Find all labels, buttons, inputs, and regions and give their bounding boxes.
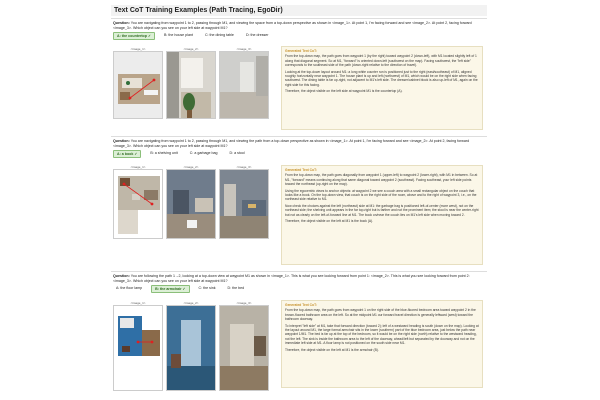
options-2 (113, 150, 485, 158)
option-b: B: the house plant (163, 33, 193, 38)
generated-cot-3 (281, 300, 483, 388)
example-1 (111, 21, 487, 40)
question-text: You are navigating from waypoint 1 to 2, passing through M1, and viewing the path from a top-down perspective as shown in <image_1>. At point 1, I'm facing forward and see <image_2>. At point 2, facing forward <image_3>. Which object can you see on your left side at waypoint M1? (113, 139, 470, 148)
egocentric-view-image (219, 51, 269, 119)
cot-paragraph: Using the egocentric views to anchor objects: at waypoint 2 we see a couch area with a small rectangular object on the couch that looks like a book. On the top-down view, that couch is on the right side of the room, above and to the right of waypoint 3, i.e., on the northeast side relative to M1. (285, 188, 477, 202)
question-1 (113, 21, 485, 30)
options-1 (113, 32, 485, 40)
option-d: D: the bed (227, 286, 245, 291)
option-b: B: the armchair ✓ (151, 285, 189, 293)
option-a: A: the countertop ✓ (113, 32, 155, 40)
image-1-map (113, 301, 163, 391)
image-3-view (219, 165, 269, 239)
egocentric-view-image (166, 51, 216, 119)
generated-cot-1 (281, 46, 483, 130)
question-label: Question: (113, 274, 130, 278)
image-2-view (166, 47, 216, 119)
topdown-map-image (113, 51, 163, 119)
generated-cot-2 (281, 165, 483, 265)
option-d: D: the dresser (245, 33, 269, 38)
image-caption: <image_1> (130, 165, 146, 169)
image-caption: <image_2> (183, 47, 199, 51)
images-2 (113, 165, 269, 239)
option-a: A: the floor lamp (116, 286, 143, 291)
image-3-view (219, 301, 269, 391)
image-caption: <image_1> (130, 301, 146, 305)
images-3 (113, 301, 269, 391)
cot-caption: Generated Text CoT: (285, 303, 317, 307)
options-3 (113, 285, 485, 293)
question-label: Question: (113, 139, 130, 143)
question-text: You are following the path 1→2, looking at a top-down view at waypoint M1 as shown in <image_1>. This is what you see looking forward from point 1: <image_2>. This is what you see looking forward from point 2: <image_3>. Which object can you see on your left side at waypoint M1? (113, 274, 470, 283)
option-c: C: a garbage bag (189, 151, 218, 156)
image-caption: <image_2> (183, 301, 199, 305)
cot-paragraph: To interpret "left side" at M1, take that forward direction (toward 2); left of a westward heading is south (down on the map). Looking at the layout around M1, the large formal armchair sits in the lower (southern) part of the blue bedroom area, just below the path near waypoint 1/M1. The bed is far up at the top of the bedroom, so it would be on the right side (north) relative to the westward heading, not the left. The sink is inside the bathroom area to the left of the doorway, ahead/left but separated by the doorway and not on the immediate left side at M1. A floor lamp is not positioned on the south side near M1. (285, 323, 479, 345)
image-caption: <image_3> (236, 165, 252, 169)
cot-caption: Generated Text CoT: (285, 49, 317, 53)
image-3-view (219, 47, 269, 119)
image-caption: <image_1> (130, 47, 146, 51)
example-3 (111, 274, 487, 293)
option-a: A: a book ✓ (113, 150, 141, 158)
option-b: B: a shelving unit (150, 151, 178, 156)
image-2-view (166, 165, 216, 239)
egocentric-view-image (219, 169, 269, 239)
question-2 (113, 139, 485, 148)
cot-paragraph: From the top-down map, the path goes from waypoint 1 on the right side of the blue-floored bedroom area toward waypoint 2 in the brown-floored bathroom area on the left. So at the midpoint M1 our forward travel direction is generally leftward (west) toward the bathroom doorway. (285, 308, 476, 321)
cot-paragraph: From the top-down map, the path goes diagonally from waypoint 1 (upper-left) to waypoint 2 (lower-right), with M1 in between. So at M1, "forward" means continuing along that same diagonal toward waypoint 2 (southeast). Facing southeast, your left side points toward the northeast (up-right on the map). (285, 173, 478, 186)
question-label: Question: (113, 21, 130, 25)
page-title: Text CoT Training Examples (Path Tracing, EgoDir) (111, 5, 487, 16)
option-c: C: the dining table (204, 33, 234, 38)
divider (111, 271, 487, 272)
egocentric-view-image (219, 305, 269, 391)
egocentric-view-image (166, 169, 216, 239)
image-1-map (113, 47, 163, 119)
cot-paragraph: Therefore, the object visible on the left at M1 is the book (A). (285, 219, 374, 224)
image-caption: <image_3> (236, 301, 252, 305)
cot-paragraph: Now check the choices against the left (northeast) side at M1: the garbage bag is positioned left-of-center (more west), not on the northeast side; the shelving unit appears in the far top-right but is farther and not the prominent item; the stool is near the center-right but not as clearly on the left-of-forward line at M1. The book on/near the couch lies on M1's left side when moving toward 2. (285, 204, 479, 217)
cot-paragraph: From the top-down map, the path goes from waypoint 1 (by the right) toward waypoint 2 (down-left), with M1 located slightly left of 1 along that diagonal segment. So at M1, "forward" is oriented down-left (southwest on the map). Facing southwest, the "left side" corresponds to the southeast side of the path (down-right relative to the direction of travel). (285, 54, 477, 67)
image-2-view (166, 301, 216, 391)
egocentric-view-image (166, 305, 216, 391)
cot-paragraph: Therefore, the object visible on the left side at waypoint M1 is the countertop (A). (285, 89, 403, 94)
topdown-map-image (113, 305, 163, 391)
cot-caption: Generated Text CoT: (285, 168, 317, 172)
example-2 (111, 139, 487, 158)
question-text: You are navigating from waypoint 1 to 2, passing through M1, and viewing the space from a top-down perspective as shown in <image_1>. At point 1, I'm facing forward and see <image_2>. At point 2, facing forward <image_3>. Which object can you see on your left side at waypoint M1? (113, 21, 472, 30)
cot-paragraph: Looking at the top-down layout around M1: a long white counter run is positioned just to the right (east/southeast) of M1, aligned roughly horizontally near waypoint 1. The house plant is up and left (northwest) of M1, which would be on the right side when facing southwest. The dining table is far up-right, not adjacent to M1's left side. The dresser/cabinet block is also up-left of M1, again on the right side for this facing. (285, 69, 478, 87)
image-caption: <image_3> (236, 47, 252, 51)
divider (111, 18, 487, 19)
topdown-map-image (113, 169, 163, 239)
image-1-map (113, 165, 163, 239)
divider (111, 136, 487, 137)
images-1 (113, 47, 269, 119)
option-c: C: the sink (198, 286, 216, 291)
cot-paragraph: Therefore, the object visible on the left at M1 is the armchair (B). (285, 347, 379, 352)
question-3 (113, 274, 485, 283)
option-d: D: a stool (229, 151, 245, 156)
image-caption: <image_2> (183, 165, 199, 169)
